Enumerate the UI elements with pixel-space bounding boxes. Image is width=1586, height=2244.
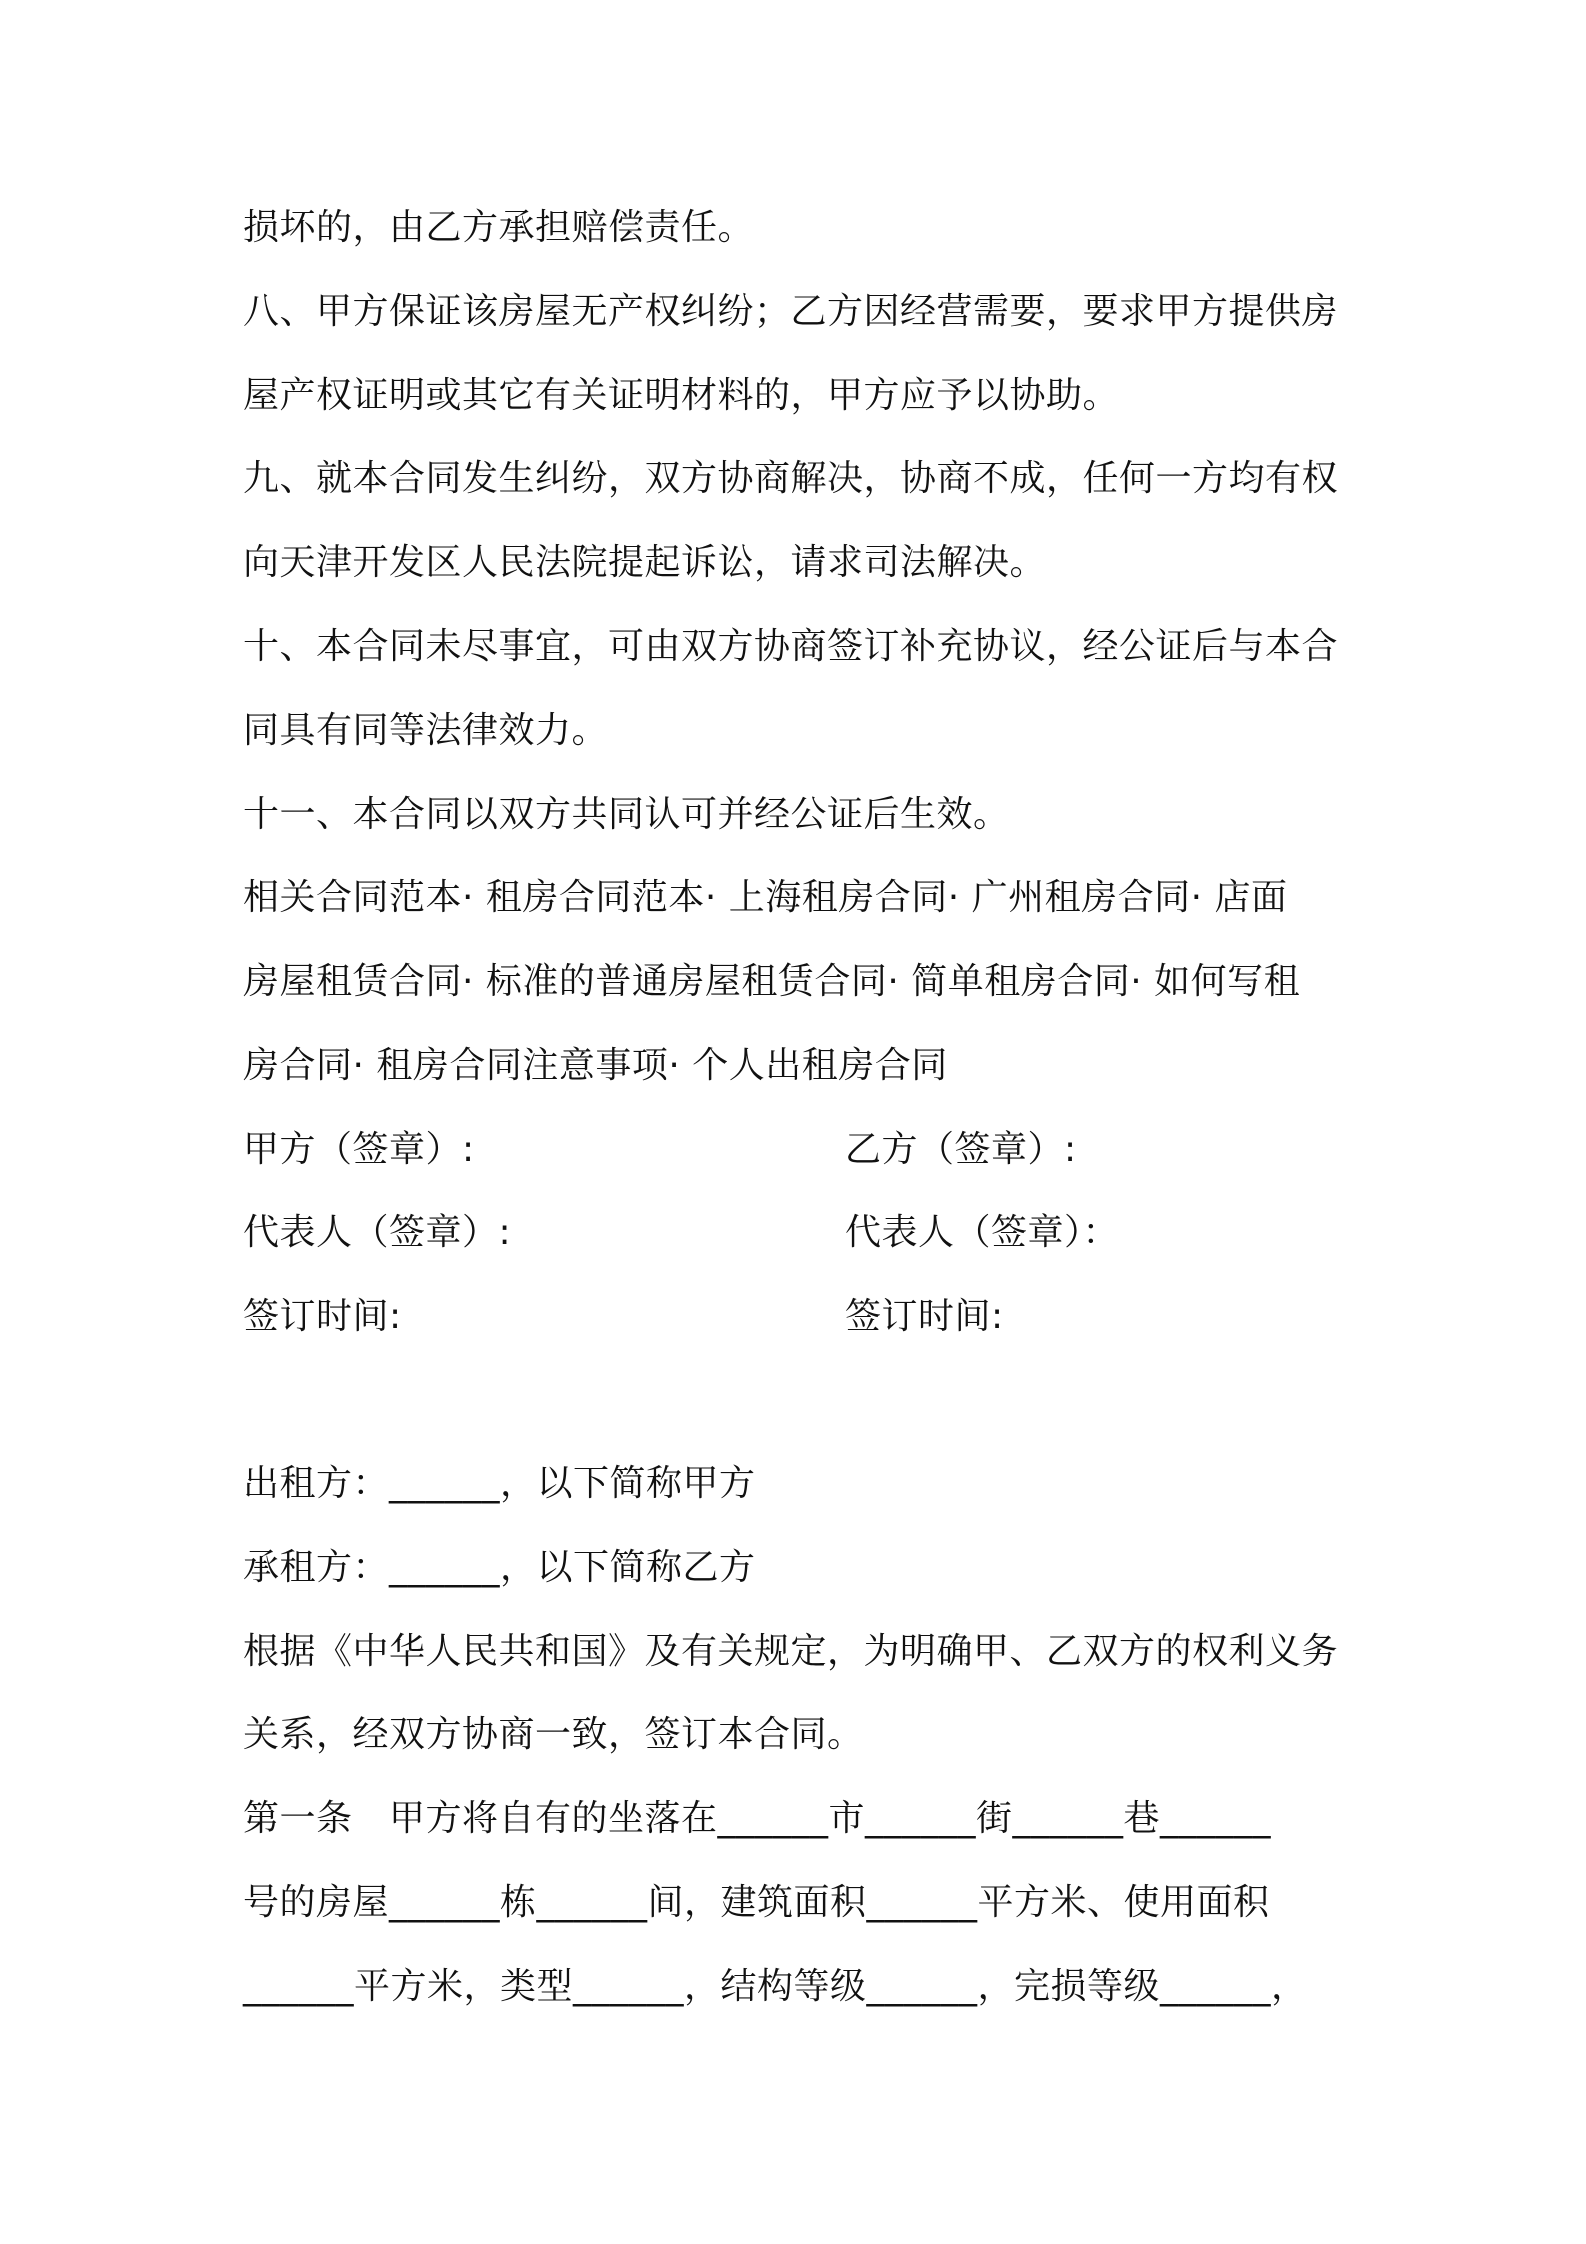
signing-date-b: 签订时间: [845, 1296, 1004, 1337]
article-1-line-3: ______平方米，类型______，结构等级______，完损等级______， [243, 1966, 1308, 2007]
clause-8-line-2: 屋产权证明或其它有关证明材料的，甲方应予以协助。 [243, 375, 1120, 416]
preamble-line-1: 根据《中华人民共和国》及有关规定，为明确甲、乙双方的权利义务 [243, 1631, 1339, 1672]
clause-8-line-1: 八、甲方保证该房屋无产权纠纷；乙方因经营需要，要求甲方提供房 [243, 291, 1339, 332]
related-templates-line-1: 相关合同范本· 租房合同范本· 上海租房合同· 广州租房合同· 店面 [243, 877, 1288, 918]
lessee-line: 承租方：______，以下简称乙方 [243, 1547, 756, 1588]
paragraph-line: 损坏的，由乙方承担赔偿责任。 [243, 207, 755, 248]
article-1-line-2: 号的房屋______栋______间，建筑面积______平方米、使用面积 [243, 1882, 1270, 1923]
clause-9-line-1: 九、就本合同发生纠纷，双方协商解决，协商不成，任何一方均有权 [243, 458, 1339, 499]
clause-9-line-2: 向天津开发区人民法院提起诉讼，请求司法解决。 [243, 542, 1047, 583]
clause-11-line: 十一、本合同以双方共同认可并经公证后生效。 [243, 794, 1010, 835]
related-templates-line-3: 房合同· 租房合同注意事项· 个人出租房合同 [243, 1045, 948, 1086]
related-templates-line-2: 房屋租赁合同· 标准的普通房屋租赁合同· 简单租房合同· 如何写租 [243, 961, 1301, 1002]
lessor-line: 出租方：______，以下简称甲方 [243, 1463, 756, 1504]
representative-a-signature: 代表人（签章）: [243, 1212, 512, 1253]
clause-10-line-2: 同具有同等法律效力。 [243, 710, 609, 751]
preamble-line-2: 关系，经双方协商一致，签订本合同。 [243, 1714, 864, 1755]
clause-10-line-1: 十、本合同未尽事宜，可由双方协商签订补充协议，经公证后与本合 [243, 626, 1339, 667]
representative-b-signature: 代表人（签章）： [845, 1212, 1120, 1253]
signing-date-a: 签订时间: [243, 1296, 402, 1337]
party-a-signature: 甲方（签章）: [243, 1129, 475, 1170]
party-b-signature: 乙方（签章）: [845, 1129, 1077, 1170]
article-1-line-1: 第一条 甲方将自有的坐落在______市______街______巷______ [243, 1798, 1272, 1839]
